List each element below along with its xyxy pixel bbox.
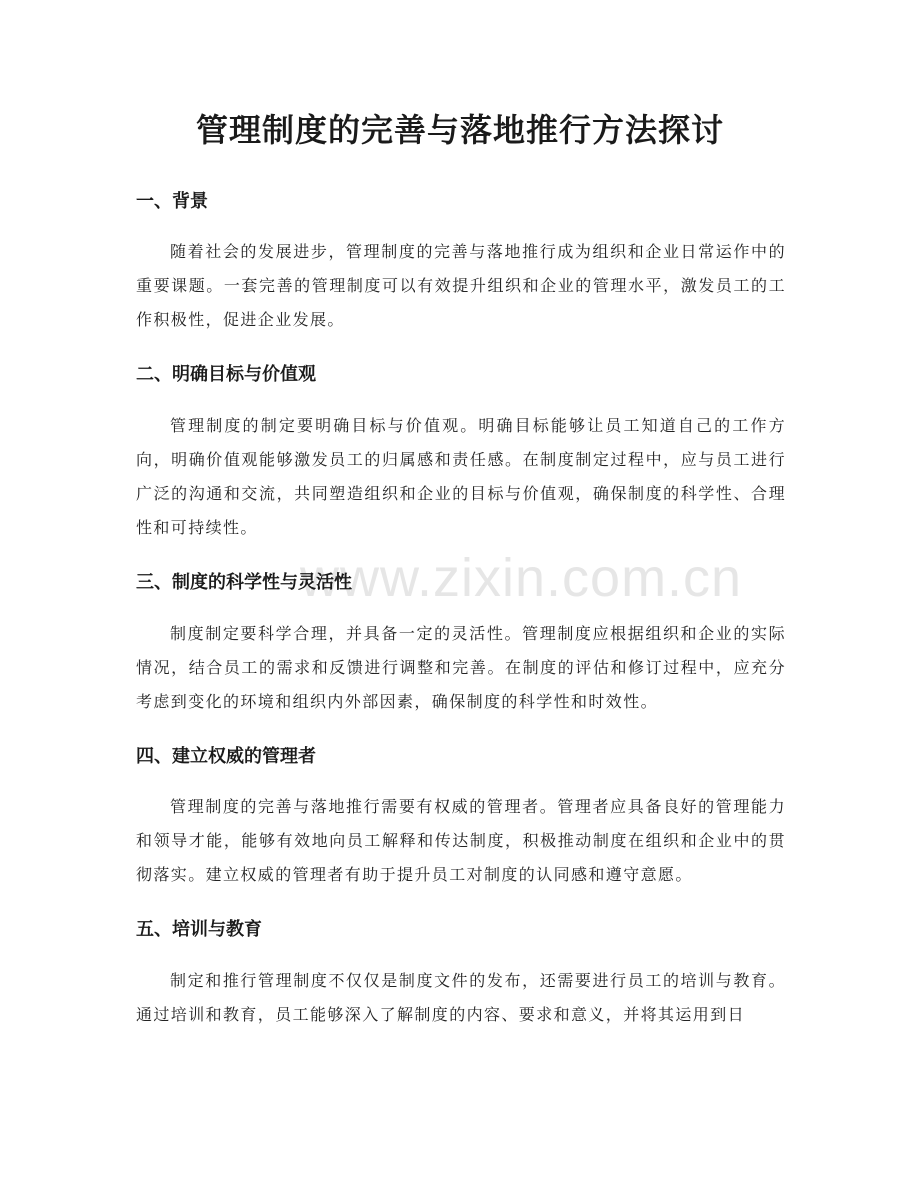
section-heading-background: 一、背景 bbox=[136, 191, 208, 212]
section-paragraph-training-education: 制定和推行管理制度不仅仅是制度文件的发布，还需要进行员工的培训与教育。通过培训和教育，员工能够深入了解制度的内容、要求和意义，并将其运用到日 bbox=[136, 971, 786, 1024]
document-title: 管理制度的完善与落地推行方法探讨 bbox=[195, 111, 724, 149]
section-paragraph-goals-values: 管理制度的制定要明确目标与价值观。明确目标能够让员工知道自己的工作方向，明确价值观能够激发员工的归属感和责任感。在制度制定过程中，应与员工进行广泛的沟通和交流，共同塑造组织和企业的目标与价值观，确保制度的科学性、合理性和可持续性。 bbox=[136, 416, 786, 537]
section-heading-goals-values: 二、明确目标与价值观 bbox=[136, 364, 316, 385]
watermark: www.zixin.com.cn bbox=[300, 548, 743, 608]
section-paragraph-science-flexibility: 制度制定要科学合理，并具备一定的灵活性。管理制度应根据组织和企业的实际情况，结合员工的需求和反馈进行调整和完善。在制度的评估和修订过程中，应充分考虑到变化的环境和组织内外部因素，确保制度的科学性和时效性。 bbox=[136, 624, 786, 711]
section-heading-authoritative-manager: 四、建立权威的管理者 bbox=[136, 746, 316, 767]
section-heading-science-flexibility: 三、制度的科学性与灵活性 bbox=[136, 572, 352, 593]
section-heading-training-education: 五、培训与教育 bbox=[136, 919, 262, 940]
section-paragraph-background: 随着社会的发展进步，管理制度的完善与落地推行成为组织和企业日常运作中的重要课题。一套完善的管理制度可以有效提升组织和企业的管理水平，激发员工的工作积极性，促进企业发展。 bbox=[136, 242, 786, 329]
section-paragraph-authoritative-manager: 管理制度的完善与落地推行需要有权威的管理者。管理者应具备良好的管理能力和领导才能，能够有效地向员工解释和传达制度，积极推动制度在组织和企业中的贯彻落实。建立权威的管理者有助于提升员工对制度的认同感和遵守意愿。 bbox=[136, 797, 786, 884]
